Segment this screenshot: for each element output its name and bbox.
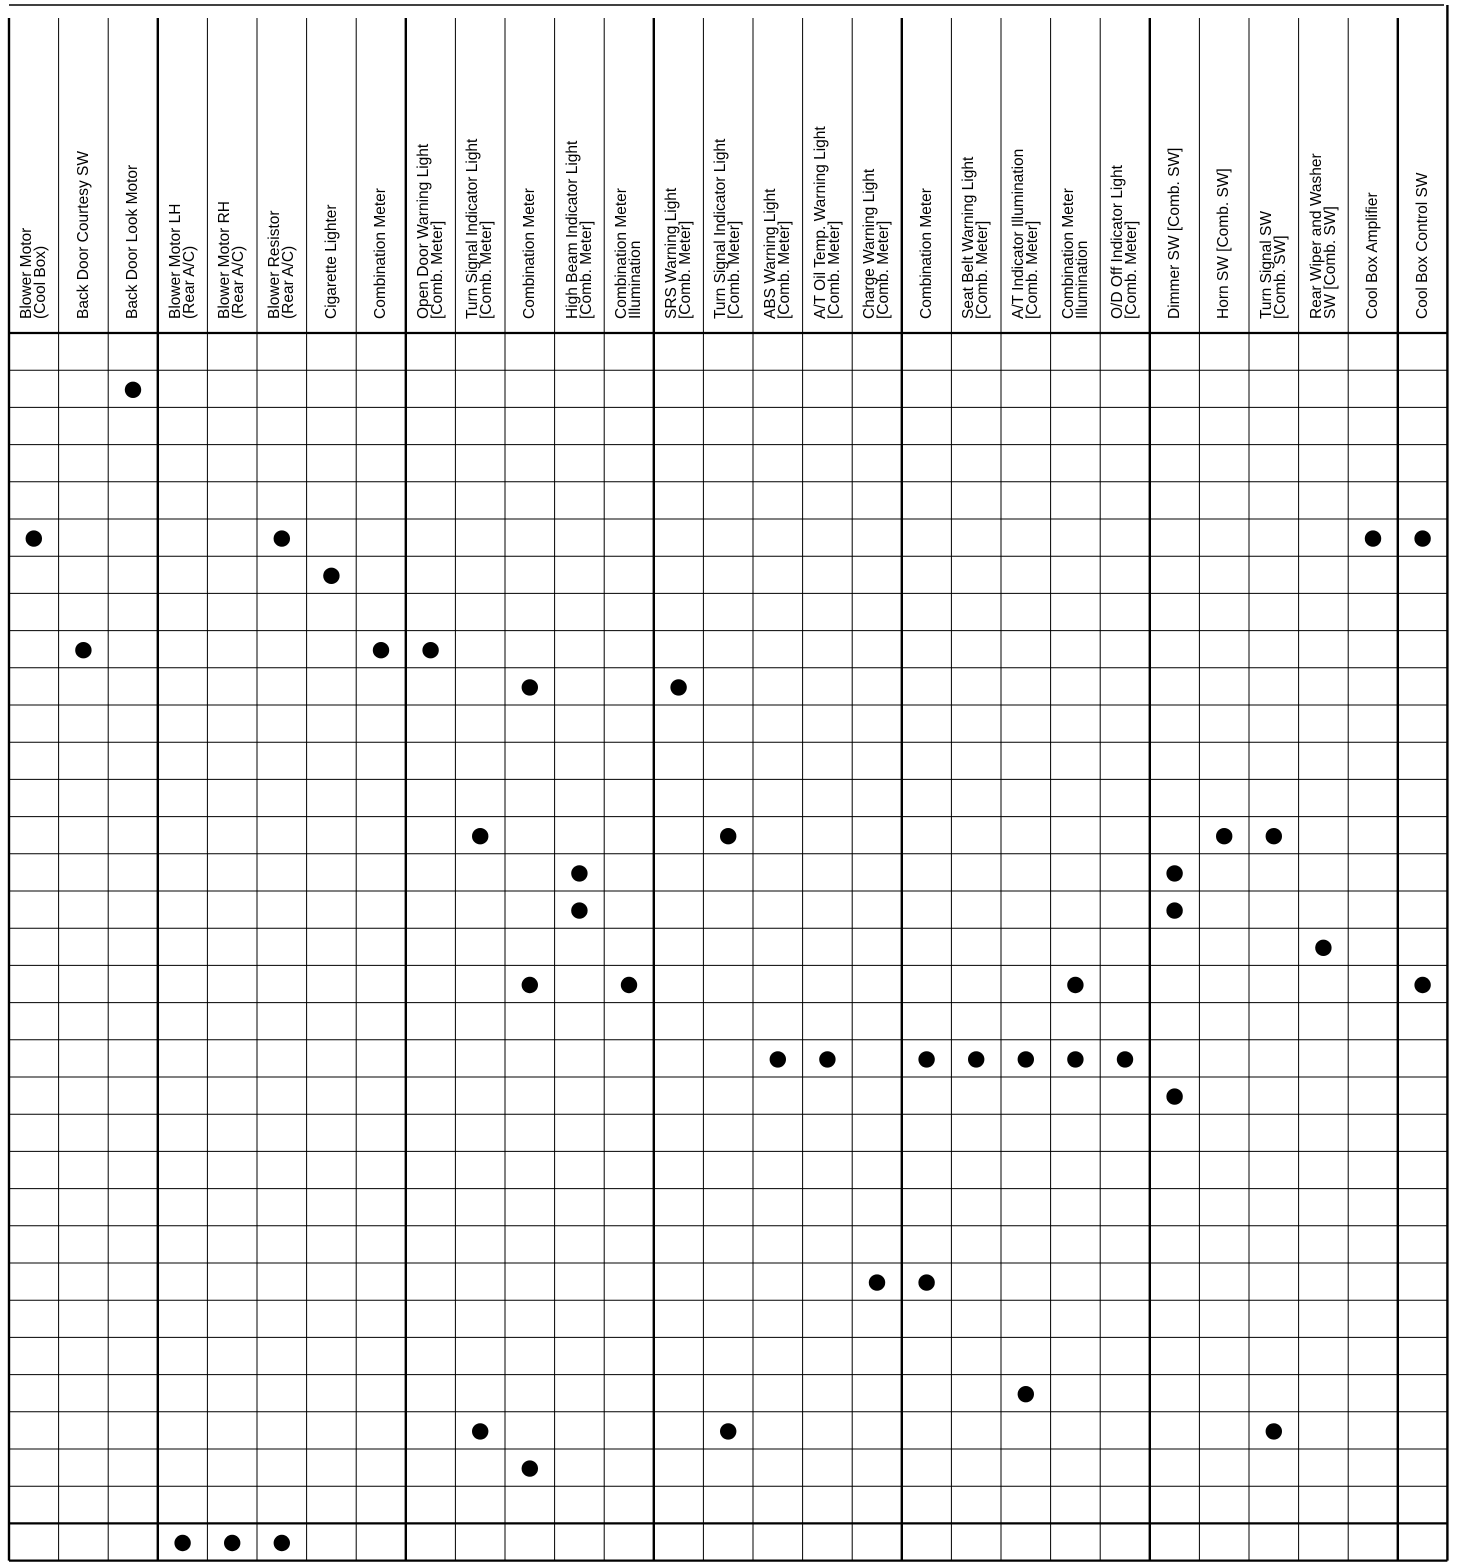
column-header-c12	[606, 19, 652, 319]
connection-dot	[274, 1535, 290, 1551]
column-header-c28	[1400, 19, 1446, 319]
column-header-line: [Comb. Meter]	[1122, 220, 1140, 319]
connection-dot	[918, 1051, 934, 1067]
column-header-line: High Beam Indicator Light	[563, 140, 581, 319]
column-header-c11	[557, 19, 603, 319]
column-header-line: Illumination	[1073, 240, 1091, 319]
column-header-c19	[953, 19, 999, 319]
connection-dot	[1365, 530, 1381, 546]
connection-dot	[1414, 977, 1430, 993]
connection-dot	[1266, 828, 1282, 844]
column-header-line: Charge Warning Light	[860, 168, 878, 319]
column-header-line: [Comb. Meter]	[1023, 220, 1041, 319]
column-header-line: A/T Oil Temp. Warning Light	[811, 126, 829, 319]
connection-dot	[472, 828, 488, 844]
column-header-line: Blower Motor LH	[166, 203, 184, 319]
column-header-line: O/D Off Indicator Light	[1108, 165, 1126, 319]
connection-dot	[1166, 865, 1182, 881]
column-header-c7	[358, 19, 404, 319]
column-header-line: Illumination	[626, 240, 644, 319]
column-header-line: [Comb. Meter]	[974, 220, 992, 319]
column-header-line: (Cool Box)	[31, 245, 49, 319]
column-header-line: [Comb. SW]	[1271, 235, 1289, 319]
column-header-c5	[259, 19, 305, 319]
connection-dot	[522, 1460, 538, 1476]
connection-dot	[770, 1051, 786, 1067]
column-header-c23	[1152, 19, 1198, 319]
column-header-c24	[1201, 19, 1247, 319]
column-header-line: [Comb. Meter]	[726, 220, 744, 319]
connection-dot	[1117, 1051, 1133, 1067]
column-header-c10	[507, 19, 553, 319]
connection-dot	[968, 1051, 984, 1067]
column-header-c1	[61, 19, 107, 319]
column-header-line: Turn Signal Indicator Light	[712, 138, 730, 319]
column-header-line: [Comb. Meter]	[428, 220, 446, 319]
column-header-line: (Rear A/C)	[230, 245, 248, 319]
connection-dot	[224, 1535, 240, 1551]
column-header-line: [Comb. Meter]	[577, 220, 595, 319]
column-header-c6	[309, 19, 355, 319]
column-header-line: Combination Meter	[1059, 188, 1077, 319]
column-header-line: Blower Motor	[17, 227, 35, 319]
column-header-line: [Comb. Meter]	[775, 220, 793, 319]
column-header-c25	[1251, 19, 1297, 319]
column-header-c27	[1350, 19, 1396, 319]
column-header-c18	[904, 19, 950, 319]
column-header-line: [Comb. Meter]	[825, 220, 843, 319]
connection-dot	[422, 642, 438, 658]
column-header-c9	[457, 19, 503, 319]
connection-dot	[125, 382, 141, 398]
column-header-line: Cool Box Control SW	[1413, 172, 1431, 319]
connection-dot	[1067, 1051, 1083, 1067]
column-header-c21	[1053, 19, 1099, 319]
connection-dot	[819, 1051, 835, 1067]
connection-dot	[571, 865, 587, 881]
column-header-line: [Comb. Meter]	[676, 220, 694, 319]
column-header-line: SRS Warning Light	[662, 187, 680, 319]
connection-dot	[1414, 530, 1430, 546]
column-header-line: Blower Motor RH	[216, 201, 234, 319]
column-header-line: Combination Meter	[917, 188, 935, 319]
connection-dot	[323, 568, 339, 584]
column-header-c13	[656, 19, 702, 319]
column-header-c17	[854, 19, 900, 319]
column-header-c8	[408, 19, 454, 319]
connection-dot	[1266, 1423, 1282, 1439]
column-header-line: Cool Box Amplifier	[1363, 192, 1381, 319]
column-header-line: ABS Warning Light	[761, 188, 779, 319]
column-header-c16	[805, 19, 851, 319]
connection-dot	[571, 902, 587, 918]
column-header-line: Back Door Look Motor	[123, 164, 141, 319]
column-header-line: Dimmer SW [Comb. SW]	[1165, 147, 1183, 319]
connection-dot	[26, 530, 42, 546]
column-header-line: Turn Signal Indicator Light	[464, 138, 482, 319]
connection-dot	[1166, 902, 1182, 918]
connection-dot	[1216, 828, 1232, 844]
connection-dot	[373, 642, 389, 658]
connection-dot	[1166, 1088, 1182, 1104]
column-header-c0	[11, 19, 57, 319]
column-header-line: Back Door Courtesy SW	[74, 151, 92, 319]
column-header-line: A/T Indicator Illumination	[1009, 148, 1027, 319]
column-header-c3	[160, 19, 206, 319]
connection-dot	[174, 1535, 190, 1551]
column-header-c26	[1301, 19, 1347, 319]
column-header-line: (Rear A/C)	[279, 245, 297, 319]
connection-dot	[670, 679, 686, 695]
column-header-c14	[705, 19, 751, 319]
connection-dot	[1067, 977, 1083, 993]
column-header-line: Cigarette Lighter	[322, 204, 340, 319]
column-header-line: Combination Meter	[520, 188, 538, 319]
column-header-c4	[209, 19, 255, 319]
connection-dot	[720, 1423, 736, 1439]
column-header-line: [Comb. Meter]	[874, 220, 892, 319]
connection-dot	[720, 828, 736, 844]
column-header-line: Open Door Warning Light	[414, 143, 432, 319]
connection-dot	[274, 530, 290, 546]
connection-dot	[918, 1274, 934, 1290]
connection-dot	[522, 977, 538, 993]
connection-dot	[75, 642, 91, 658]
connection-dot	[472, 1423, 488, 1439]
connection-dot	[621, 977, 637, 993]
column-header-line: Seat Belt Warning Light	[960, 156, 978, 319]
column-header-c15	[755, 19, 801, 319]
connection-dot	[869, 1274, 885, 1290]
column-header-line: Turn Signal SW	[1257, 211, 1275, 319]
connection-dot	[1018, 1386, 1034, 1402]
column-header-c20	[1003, 19, 1049, 319]
column-header-c2	[110, 19, 156, 319]
connection-dot	[1315, 940, 1331, 956]
column-header-line: SW [Comb. SW]	[1321, 206, 1339, 319]
column-header-line: [Comb. Meter]	[478, 220, 496, 319]
connection-dot	[1018, 1051, 1034, 1067]
column-header-line: Horn SW [Comb. SW]	[1215, 168, 1233, 319]
column-header-line: Combination Meter	[612, 188, 630, 319]
column-header-line: Combination Meter	[371, 188, 389, 319]
column-header-line: (Rear A/C)	[180, 245, 198, 319]
column-header-c22	[1102, 19, 1148, 319]
column-header-line: Blower Resistor	[265, 210, 283, 319]
column-header-line: Rear Wiper and Washer	[1307, 153, 1325, 319]
connection-dot	[522, 679, 538, 695]
